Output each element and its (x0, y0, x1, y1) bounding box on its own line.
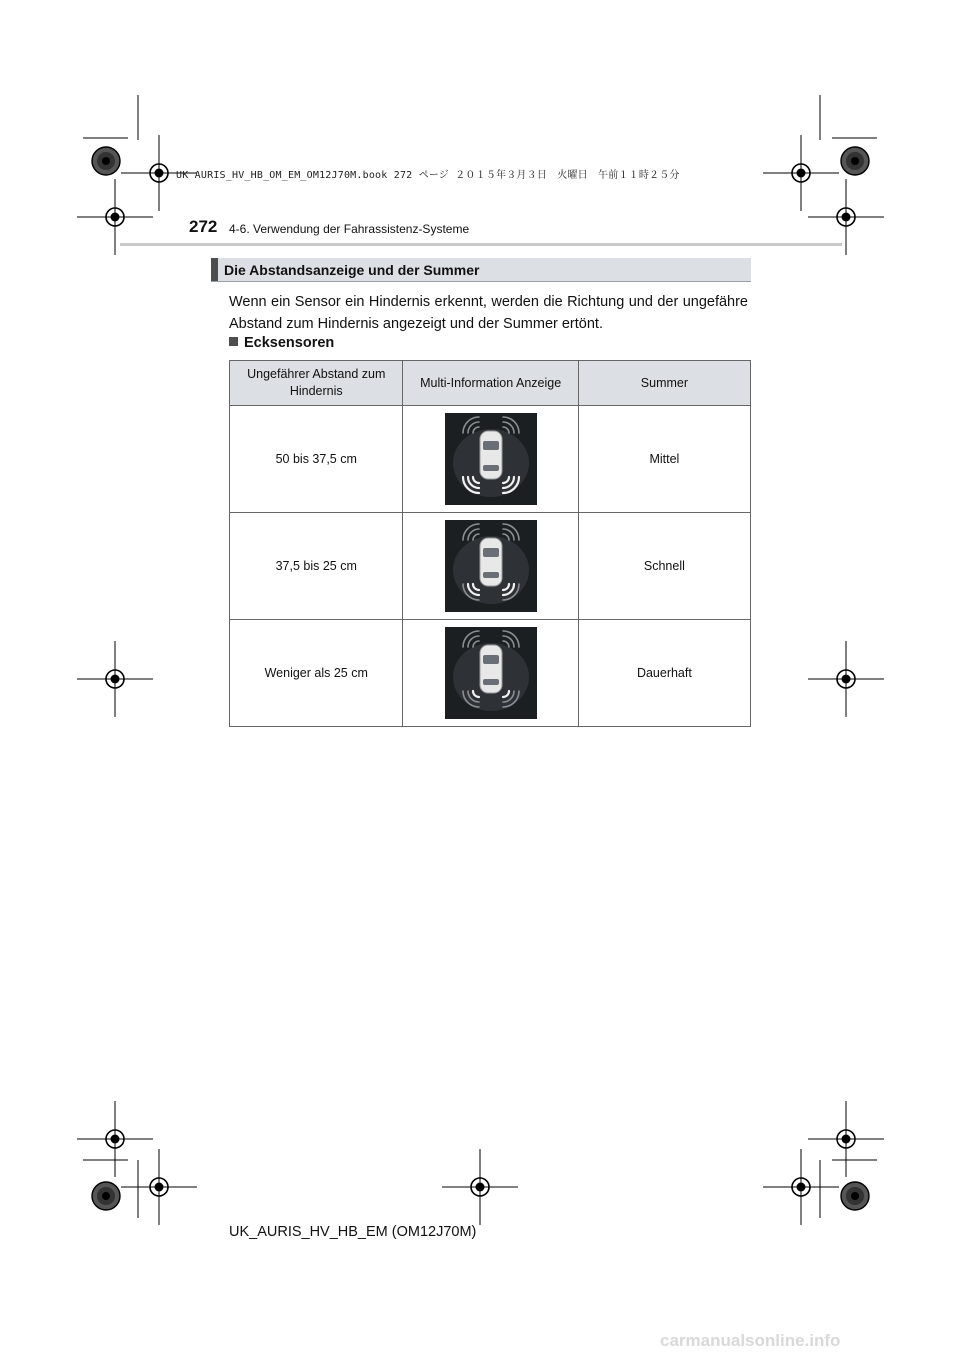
distance-cell: 50 bis 37,5 cm (230, 406, 403, 513)
header-distance: Ungefährer Abstand zum Hindernis (230, 361, 403, 406)
car-icon (480, 431, 502, 479)
car-windshield-icon (483, 548, 499, 557)
distance-table (229, 360, 751, 727)
car-windshield-icon (483, 441, 499, 450)
header-divider (120, 243, 842, 246)
buzzer-cell: Mittel (578, 406, 750, 513)
car-icon (480, 645, 502, 693)
subheading (229, 335, 334, 351)
display-cell (403, 620, 578, 727)
table-header-row (230, 361, 751, 406)
book-meta: UK AURIS_HV_HB_OM_EM_OM12J70M.book 272 ページ ２０１５年３月３日 火曜日 午前１１時２５分 (176, 170, 680, 181)
chapter-title: 4-6. Verwendung der Fahrassistenz-Systeme (229, 222, 470, 236)
car-icon (480, 538, 502, 586)
car-windshield-icon (483, 655, 499, 664)
car-rear-window-icon (483, 572, 499, 578)
display-cell (403, 513, 578, 620)
car-rear-window-icon (483, 679, 499, 685)
table-row (230, 620, 751, 727)
table-row (230, 406, 751, 513)
subheading-text: Ecksensoren (244, 335, 335, 351)
intro-paragraph: Wenn ein Sensor ein Hindernis erkennt, werden die Richtung und der ungefähre Abstand zum Hindernis angezeigt und der Summer ertönt. (229, 294, 748, 332)
buzzer-cell: Dauerhaft (578, 620, 750, 727)
display-cell (403, 406, 578, 513)
distance-cell: 37,5 bis 25 cm (230, 513, 403, 620)
section-accent (211, 258, 218, 281)
parking-sensor-display-image (445, 413, 537, 505)
page-number: 272 (189, 217, 218, 236)
parking-sensor-display-image (445, 627, 537, 719)
header-buzzer: Summer (578, 361, 750, 406)
bullet-square-icon (229, 337, 238, 346)
section-title: Die Abstandsanzeige und der Summer (224, 262, 480, 278)
distance-cell: Weniger als 25 cm (230, 620, 403, 727)
header-display: Multi-Information Anzeige (403, 361, 578, 406)
document-code: UK_AURIS_HV_HB_EM (OM12J70M) (229, 1224, 477, 1240)
table-row (230, 513, 751, 620)
parking-sensor-display-image (445, 520, 537, 612)
watermark: carmanualsonline.info (660, 1331, 841, 1350)
car-rear-window-icon (483, 465, 499, 471)
buzzer-cell: Schnell (578, 513, 750, 620)
